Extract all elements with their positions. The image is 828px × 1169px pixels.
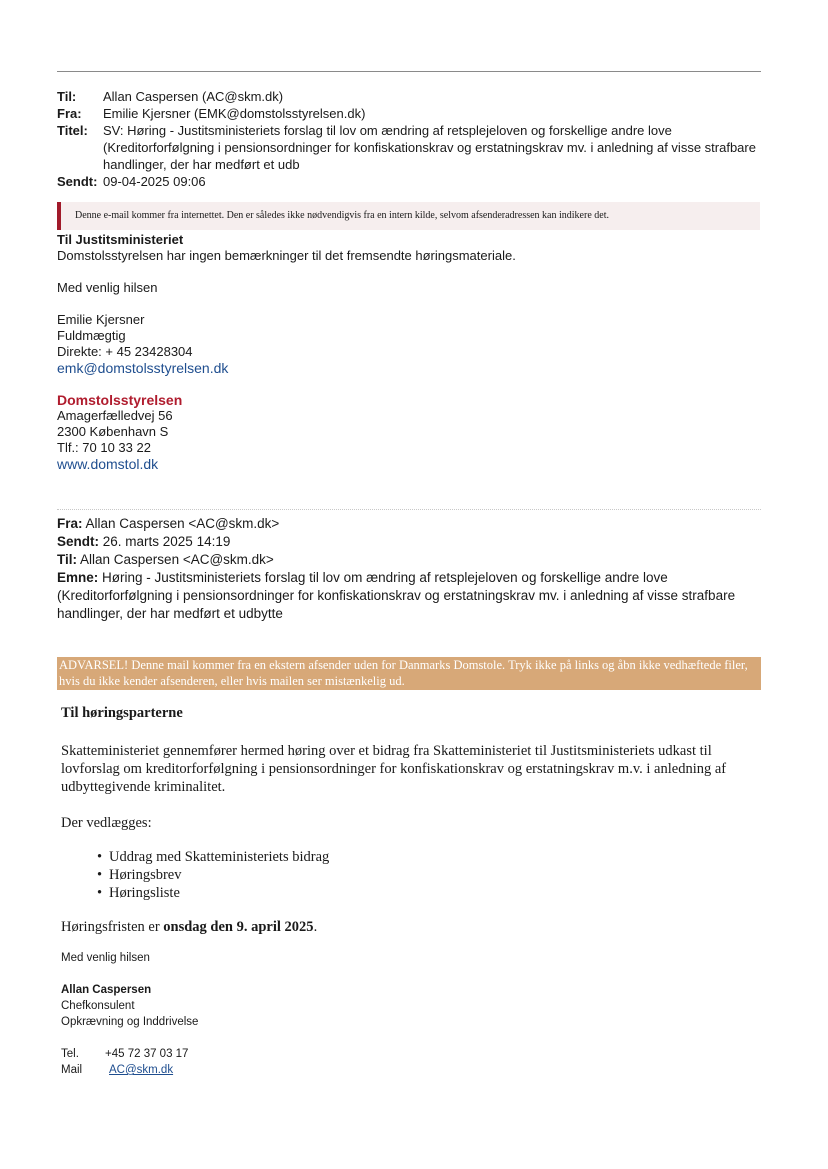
second-mail-signature [61, 950, 461, 1078]
second-header-subject-row [57, 569, 767, 623]
signature-title: Fuldmægtig [57, 328, 126, 343]
first-mail-header [57, 88, 767, 190]
second-sent-label: Sendt: [57, 534, 99, 549]
external-sender-warning-banner [57, 657, 761, 690]
signature-address-city: 2300 København S [57, 424, 169, 439]
second-signature-tel-row [61, 1046, 461, 1062]
second-header-to-row [57, 551, 767, 569]
signature-phone: Tlf.: 70 10 33 22 [57, 440, 151, 455]
second-signature-name: Allan Caspersen [61, 984, 152, 996]
attachment-item: • Høringsbrev [97, 866, 761, 884]
from-value: Emilie Kjersner (EMK@domstolsstyrelsen.dk) [103, 106, 366, 121]
from-label: Fra: [57, 106, 82, 121]
second-to-label: Til: [57, 552, 77, 567]
header-to-row [57, 88, 767, 105]
second-header-sent-row [57, 533, 767, 551]
second-sent-value: 26. marts 2025 14:19 [102, 534, 231, 549]
signature-email-link[interactable]: emk@domstolsstyrelsen.dk [57, 360, 229, 376]
tel-label: Tel. [61, 1048, 79, 1060]
signature-name: Emilie Kjersner [57, 312, 145, 327]
mail-link[interactable]: AC@skm.dk [109, 1064, 174, 1076]
signature-address-street: Amagerfælledvej 56 [57, 408, 173, 423]
second-subject-label: Emne: [57, 570, 99, 585]
second-from-label: Fra: [57, 516, 83, 531]
subject-label: Titel: [57, 123, 88, 138]
top-divider [57, 71, 761, 72]
deadline-prefix: Høringsfristen er [61, 919, 164, 935]
second-mail-greeting: Til høringsparterne [61, 705, 183, 721]
header-subject-row [57, 122, 767, 173]
second-mail-text: Skatteministeriet gennemfører hermed høring over et bidrag fra Skatteministeriet til Justitsministeriets udkast til lovforslag om kreditorforfølgning i pensionsordninger for konfiskationskrav og erstatningskrav m.v. i anledning af udbyttegivende kriminalitet. [61, 743, 727, 795]
signature-org: Domstolsstyrelsen [57, 392, 183, 408]
first-mail-closing: Med venlig hilsen [57, 280, 158, 295]
header-from-row [57, 105, 767, 122]
attachments-list [61, 848, 761, 902]
first-mail-text: Domstolsstyrelsen har ingen bemærkninger til det fremsendte høringsmateriale. [57, 248, 516, 263]
external-sender-warning-text: ADVARSEL! Denne mail kommer fra en ekstern afsender uden for Danmarks Domstole. Tryk ikke på links og åbn ikke vedhæftede filer, hvis du ikke kender afsenderen, eller hvis mailen ser mistænkelig ud. [59, 658, 748, 688]
attachment-item: • Uddrag med Skatteministeriets bidrag [97, 848, 761, 866]
header-sent-row [57, 173, 767, 190]
second-subject-value: Høring - Justitsministeriets forslag til lov om ændring af retsplejeloven og forskellige andre love (Kreditorforfølgning i pensionsordninger for konfiskationskrav og erstatningskrav mv. i anledning af visse strafbare handlinger, der har medført et udbytte [57, 570, 736, 621]
first-mail-body [57, 232, 757, 472]
tel-value: +45 72 37 03 17 [105, 1048, 189, 1060]
to-label: Til: [57, 89, 77, 104]
sent-value: 09-04-2025 09:06 [103, 174, 206, 189]
second-header-from-row [57, 515, 767, 533]
second-to-value: Allan Caspersen <AC@skm.dk> [80, 552, 274, 567]
mail-separator [57, 509, 761, 510]
second-signature-title: Chefkonsulent [61, 1000, 135, 1012]
signature-website-link[interactable]: www.domstol.dk [57, 456, 159, 472]
signature-direct-phone: Direkte: + 45 23428304 [57, 344, 193, 359]
mail-label: Mail [61, 1064, 83, 1076]
second-mail-body [61, 704, 761, 936]
second-mail-header [57, 515, 767, 623]
second-signature-department: Opkrævning og Inddrivelse [61, 1016, 199, 1028]
deadline-date: onsdag den 9. april 2025 [163, 919, 314, 935]
internet-warning-text: Denne e-mail kommer fra internettet. Den er således ikke nødvendigvis fra en intern kilde, selvom afsenderadressen kan indikere det. [75, 210, 609, 221]
to-value: Allan Caspersen (AC@skm.dk) [103, 89, 284, 104]
internet-warning-banner [57, 202, 760, 230]
deadline-line [61, 918, 761, 936]
second-mail-closing: Med venlig hilsen [61, 952, 150, 964]
deadline-suffix: . [313, 919, 318, 935]
second-signature-mail-row [61, 1062, 461, 1078]
attachment-item: • Høringsliste [97, 884, 761, 902]
second-from-value: Allan Caspersen <AC@skm.dk> [85, 516, 280, 531]
first-mail-greeting: Til Justitsministeriet [57, 232, 184, 247]
sent-label: Sendt: [57, 174, 98, 189]
attachments-intro: Der vedlægges: [61, 815, 152, 831]
subject-value: SV: Høring - Justitsministeriets forslag til lov om ændring af retsplejeloven og forskellige andre love (Kreditorforfølgning i pensionsordninger for konfiskationskrav og erstatningskrav mv. i anledning af visse strafbare handlinger, der har medført et udb [103, 123, 756, 172]
